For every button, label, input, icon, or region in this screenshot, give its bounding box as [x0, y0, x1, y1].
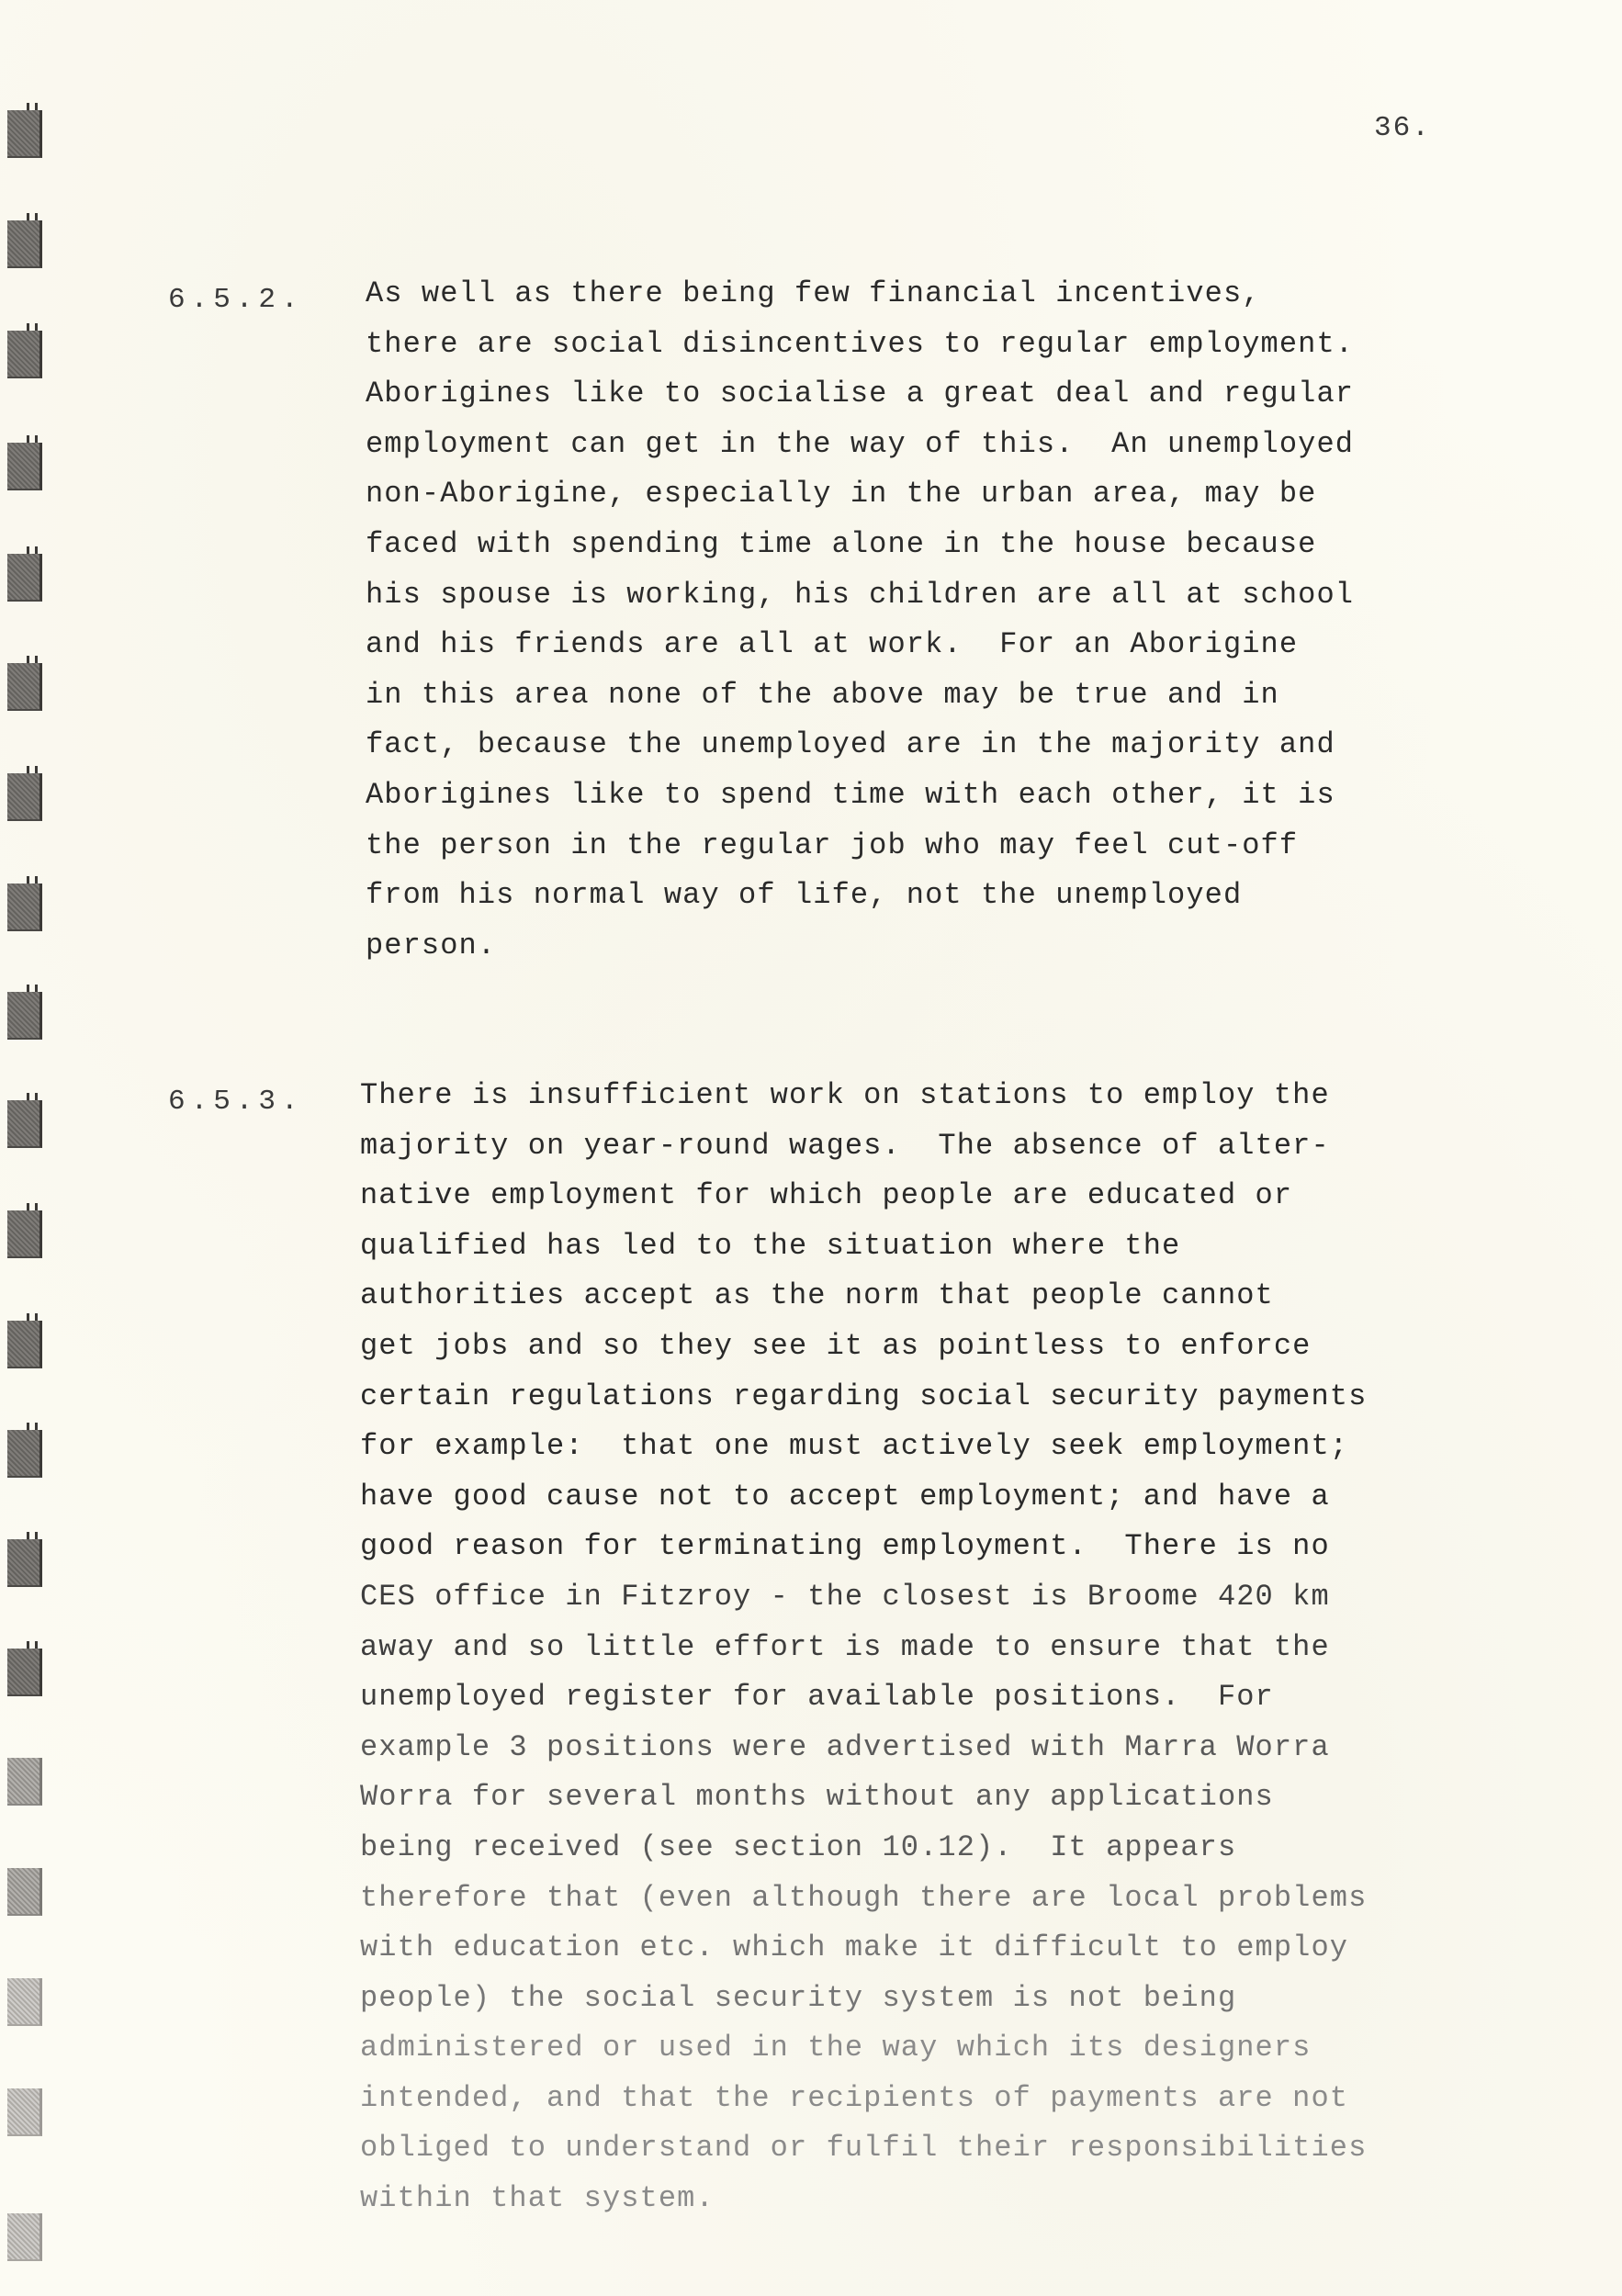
text-line: native employment for which people are educated or: [360, 1178, 1293, 1213]
text-line: away and so little effort is made to ensure that the: [360, 1629, 1330, 1664]
text-line: CES office in Fitzroy - the closest is Broome 420 km: [360, 1579, 1330, 1614]
punch-hole-icon: [7, 1758, 42, 1806]
punch-hole-icon: [7, 1430, 42, 1478]
punch-hole-icon: [7, 663, 42, 711]
text-line: Aborigines like to spend time with each other, it is: [366, 777, 1335, 812]
text-line: good reason for terminating employment. There is no: [360, 1529, 1330, 1564]
text-line: obliged to understand or fulfil their responsibilities: [360, 2131, 1368, 2166]
text-line: unemployed register for available positions. For: [360, 1680, 1274, 1715]
punch-hole-icon: [7, 884, 42, 931]
text-line: administered or used in the way which its designers: [360, 2031, 1312, 2065]
punch-hole-icon: [7, 1210, 42, 1258]
text-line: As well as there being few financial incentives,: [366, 276, 1261, 310]
section-number: 6.5.2.: [168, 284, 304, 316]
text-line: in this area none of the above may be true and in: [366, 677, 1279, 712]
text-line: person.: [366, 928, 497, 962]
text-line: example 3 positions were advertised with Marra Worra: [360, 1729, 1330, 1764]
punch-hole-icon: [7, 220, 42, 268]
text-line: there are social disincentives to regular employment.: [366, 326, 1355, 361]
punch-hole-icon: [7, 1100, 42, 1148]
section-number: 6.5.3.: [168, 1086, 304, 1118]
text-line: non-Aborigine, especially in the urban area, may be: [366, 477, 1317, 512]
punch-hole-icon: [7, 2088, 42, 2136]
punch-hole-icon: [7, 773, 42, 821]
text-line: being received (see section 10.12). It appears: [360, 1829, 1237, 1864]
text-line: with education etc. which make it difficult to employ: [360, 1930, 1349, 1965]
text-line: get jobs and so they see it as pointless to enforce: [360, 1328, 1312, 1363]
text-line: authorities accept as the norm that people cannot: [360, 1278, 1274, 1313]
punch-hole-icon: [7, 1978, 42, 2026]
text-line: his spouse is working, his children are all at school: [366, 577, 1355, 612]
text-line: Aborigines like to socialise a great deal and regular: [366, 377, 1355, 411]
punch-hole-icon: [7, 1649, 42, 1696]
text-line: There is insufficient work on stations to employ the: [360, 1078, 1330, 1112]
text-line: within that system.: [360, 2181, 715, 2216]
punch-hole-icon: [7, 554, 42, 602]
punch-hole-icon: [7, 110, 42, 158]
punch-hole-icon: [7, 443, 42, 490]
text-line: and his friends are all at work. For an Aborigine: [366, 627, 1299, 662]
text-line: for example: that one must actively seek employment;: [360, 1429, 1349, 1464]
text-line: employment can get in the way of this. An unemployed: [366, 426, 1355, 461]
text-line: have good cause not to accept employment; and have a: [360, 1479, 1330, 1514]
text-line: certain regulations regarding social security payments: [360, 1379, 1368, 1413]
punch-hole-icon: [7, 1868, 42, 1916]
text-line: from his normal way of life, not the unemployed: [366, 878, 1243, 913]
text-line: people) the social security system is not being: [360, 1980, 1237, 2015]
section-paragraph: [366, 269, 1560, 971]
punch-hole-icon: [7, 992, 42, 1040]
text-line: Worra for several months without any applications: [360, 1780, 1274, 1815]
text-line: therefore that (even although there are local problems: [360, 1880, 1368, 1915]
punch-hole-icon: [7, 1539, 42, 1587]
text-line: fact, because the unemployed are in the majority and: [366, 727, 1335, 762]
text-line: qualified has led to the situation where the: [360, 1228, 1181, 1263]
binding-strip: [0, 0, 55, 2296]
text-line: faced with spending time alone in the house because: [366, 526, 1317, 561]
text-line: the person in the regular job who may feel cut-off: [366, 827, 1299, 862]
punch-hole-icon: [7, 1321, 42, 1368]
text-line: majority on year-round wages. The absence of alter-: [360, 1128, 1330, 1163]
punch-hole-icon: [7, 2213, 42, 2261]
page-number: 36.: [1374, 112, 1431, 144]
section-paragraph: [360, 1071, 1554, 2224]
punch-hole-icon: [7, 331, 42, 378]
text-line: intended, and that the recipients of payments are not: [360, 2080, 1349, 2115]
